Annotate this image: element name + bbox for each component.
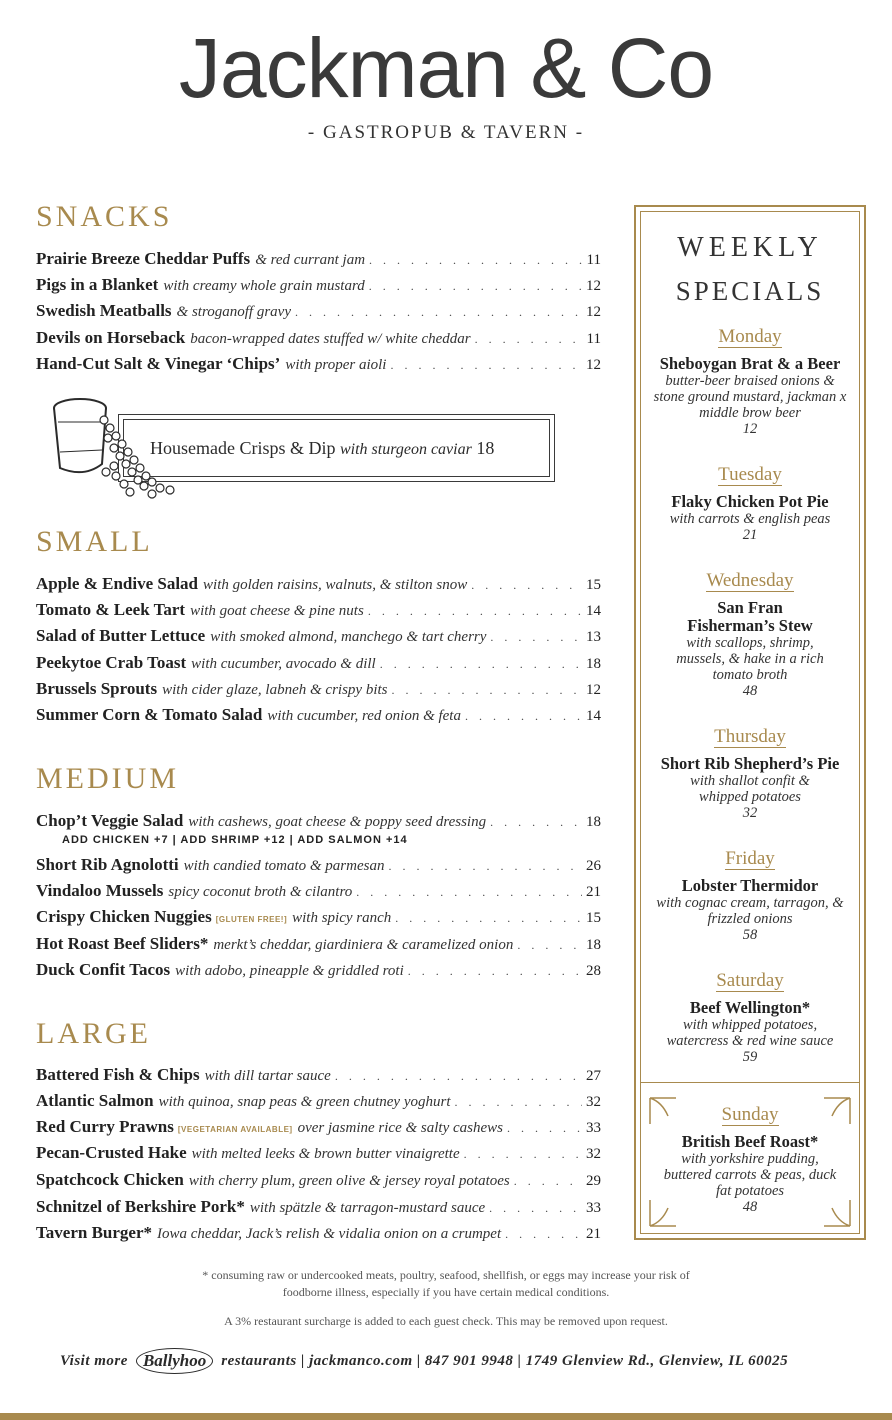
item-price: 32 <box>586 1146 601 1162</box>
special-description: butter-beer braised onions & stone ground mustard, jackman x middle brow beer <box>653 373 847 421</box>
item-price: 14 <box>586 603 601 619</box>
menu-item <box>36 275 601 297</box>
item-price: 12 <box>586 278 601 294</box>
item-description: over jasmine rice & salty cashews <box>297 1120 503 1136</box>
dot-leader <box>490 630 582 645</box>
dot-leader <box>392 683 583 698</box>
item-name: Brussels Sprouts <box>36 679 158 698</box>
menu-item <box>36 600 601 622</box>
special-price: 58 <box>742 927 758 943</box>
section-title-small: SMALL <box>36 525 153 558</box>
item-description: & stroganoff gravy <box>176 304 291 320</box>
disclaimer-line-1: * consuming raw or undercooked meats, poultry, seafood, shellfish, or eggs may increase your risk of <box>202 1268 690 1282</box>
day-name: Monday <box>718 326 782 347</box>
item-name: Red Curry Prawns <box>36 1117 174 1136</box>
special-dish: Lobster Thermidor <box>681 876 819 895</box>
section-title-large: LARGE <box>36 1017 151 1050</box>
item-description: with cider glaze, labneh & crispy bits <box>162 682 388 698</box>
item-name: Salad of Butter Lettuce <box>36 626 206 645</box>
item-price: 11 <box>586 252 601 268</box>
menu-item <box>36 1117 601 1139</box>
item-price: 33 <box>586 1120 601 1136</box>
dot-leader <box>465 709 582 724</box>
item-price: 12 <box>586 304 601 320</box>
dot-leader <box>514 1174 582 1189</box>
item-price: 33 <box>586 1200 601 1216</box>
crisps-item <box>150 438 494 459</box>
menu-item <box>36 1143 601 1165</box>
item-name: Summer Corn & Tomato Salad <box>36 705 263 724</box>
item-price: 18 <box>586 937 601 953</box>
item-description: with candied tomato & parmesan <box>183 858 385 874</box>
bottom-accent-bar <box>0 1413 892 1420</box>
item-description: Iowa cheddar, Jack’s relish & vidalia onion on a crumpet <box>157 1226 502 1242</box>
corner-ornament-icon <box>822 1096 852 1126</box>
item-description: bacon-wrapped dates stuffed w/ white cheddar <box>190 331 471 347</box>
specials-heading-weekly: WEEKLY <box>677 232 823 263</box>
item-price: 18 <box>586 814 601 830</box>
item-price: 18 <box>586 656 601 672</box>
special-saturday <box>640 971 860 1065</box>
item-price: 15 <box>586 577 601 593</box>
day-name: Tuesday <box>718 464 782 485</box>
item-description: with cherry plum, green olive & jersey royal potatoes <box>188 1173 510 1189</box>
item-description: with spätzle & tarragon-mustard sauce <box>249 1200 486 1216</box>
dot-leader <box>356 885 582 900</box>
dot-leader <box>505 1227 582 1242</box>
item-price: 15 <box>586 910 601 926</box>
menu-item <box>36 679 601 701</box>
dot-leader <box>408 964 582 979</box>
special-price: 21 <box>742 527 758 543</box>
menu-item <box>36 574 601 596</box>
dot-leader <box>464 1147 582 1162</box>
footer-contact <box>60 1348 850 1374</box>
protein-addons: ADD CHICKEN +7 | ADD SHRIMP +12 | ADD SALMON +14 <box>62 834 408 846</box>
item-name: Tavern Burger* <box>36 1223 153 1242</box>
dot-leader <box>388 859 582 874</box>
menu-item <box>36 1065 601 1087</box>
tagline: - GASTROPUB & TAVERN - <box>307 122 585 143</box>
special-price: 48 <box>742 1199 758 1215</box>
item-description: & red currant jam <box>255 252 366 268</box>
dietary-tag: [GLUTEN FREE!] <box>215 915 288 924</box>
section-title-snacks: SNACKS <box>36 200 173 233</box>
dot-leader <box>489 1201 582 1216</box>
item-price: 32 <box>586 1094 601 1110</box>
item-name: Housemade Crisps & Dip <box>150 438 336 458</box>
special-dish: Short Rib Shepherd’s Pie <box>660 754 840 773</box>
menu-item <box>36 881 601 903</box>
item-description: with creamy whole grain mustard <box>163 278 365 294</box>
special-description: with yorkshire pudding, buttered carrots & peas, duck fat potatoes <box>663 1151 837 1199</box>
corner-ornament-icon <box>648 1198 678 1228</box>
item-price: 27 <box>586 1068 601 1084</box>
item-name: Devils on Horseback <box>36 328 186 347</box>
item-name: Tomato & Leek Tart <box>36 600 186 619</box>
special-price: 12 <box>742 421 758 437</box>
item-price: 21 <box>586 1226 601 1242</box>
item-name: Crispy Chicken Nuggies <box>36 907 212 926</box>
item-name: Short Rib Agnolotti <box>36 855 179 874</box>
day-name: Friday <box>725 848 775 869</box>
item-name: Prairie Breeze Cheddar Puffs <box>36 249 251 268</box>
item-description: with cashews, goat cheese & poppy seed dressing <box>188 814 487 830</box>
item-description: spicy coconut broth & cilantro <box>168 884 353 900</box>
menu-item <box>36 653 601 675</box>
item-description: with spicy ranch <box>292 910 392 926</box>
item-price: 14 <box>586 708 601 724</box>
item-description: with goat cheese & pine nuts <box>190 603 364 619</box>
menu-item <box>36 301 601 323</box>
specials-divider <box>640 1082 860 1083</box>
special-dish: British Beef Roast* <box>681 1132 819 1151</box>
menu-item <box>36 907 601 929</box>
item-name: Atlantic Salmon <box>36 1091 154 1110</box>
dot-leader <box>369 253 583 268</box>
corner-ornament-icon <box>648 1096 678 1126</box>
item-name: Vindaloo Mussels <box>36 881 164 900</box>
item-name: Hand-Cut Salt & Vinegar ‘Chips’ <box>36 354 281 373</box>
special-dish: San Fran Fisherman’s Stew <box>687 598 813 635</box>
item-price: 12 <box>586 357 601 373</box>
dot-leader <box>455 1095 582 1110</box>
dot-leader <box>335 1069 582 1084</box>
special-dish: Flaky Chicken Pot Pie <box>671 492 829 511</box>
dot-leader <box>475 332 583 347</box>
item-price: 18 <box>476 438 495 458</box>
dot-leader <box>390 358 582 373</box>
item-description: merkt’s cheddar, giardiniera & caramelized onion <box>213 937 514 953</box>
menu-item <box>36 626 601 648</box>
dot-leader <box>517 938 582 953</box>
dot-leader <box>395 911 582 926</box>
item-name: Apple & Endive Salad <box>36 574 199 593</box>
special-description: with cognac cream, tarragon, & frizzled onions <box>656 895 844 927</box>
item-name: Duck Confit Tacos <box>36 960 171 979</box>
menu-item <box>36 249 601 271</box>
dot-leader <box>507 1121 582 1136</box>
item-description: with golden raisins, walnuts, & stilton snow <box>203 577 468 593</box>
dietary-tag: [VEGETARIAN AVAILABLE] <box>177 1125 293 1134</box>
special-price: 59 <box>742 1049 758 1065</box>
surcharge-note: A 3% restaurant surcharge is added to each guest check. This may be removed upon request. <box>224 1314 668 1328</box>
dot-leader <box>471 578 582 593</box>
item-price: 13 <box>586 629 601 645</box>
special-description: with scallops, shrimp, mussels, & hake in a rich tomato broth <box>676 635 824 683</box>
special-price: 48 <box>742 683 758 699</box>
dot-leader <box>490 815 582 830</box>
item-description: with dill tartar sauce <box>204 1068 331 1084</box>
menu-item <box>36 811 601 833</box>
item-name: Pigs in a Blanket <box>36 275 159 294</box>
item-description: with smoked almond, manchego & tart cherry <box>210 629 487 645</box>
item-description: with quinoa, snap peas & green chutney yoghurt <box>158 1094 451 1110</box>
item-price: 11 <box>586 331 601 347</box>
item-name: Chop’t Veggie Salad <box>36 811 184 830</box>
special-price: 32 <box>742 805 758 821</box>
item-price: 29 <box>586 1173 601 1189</box>
special-monday <box>640 327 860 437</box>
item-name: Schnitzel of Berkshire Pork* <box>36 1197 245 1216</box>
menu-item <box>36 1197 601 1219</box>
day-name: Sunday <box>721 1104 779 1125</box>
item-name: Hot Roast Beef Sliders* <box>36 934 209 953</box>
menu-item <box>36 1223 601 1245</box>
menu-item <box>36 354 601 376</box>
special-thursday <box>640 727 860 821</box>
item-price: 21 <box>586 884 601 900</box>
special-description: with carrots & english peas <box>669 511 831 527</box>
menu-item <box>36 1091 601 1113</box>
special-friday <box>640 849 860 943</box>
dot-leader <box>380 657 582 672</box>
special-description: with shallot confit & whipped potatoes <box>690 773 810 805</box>
dot-leader <box>295 305 582 320</box>
contact-line: restaurants | jackmanco.com | 847 901 9948 | 1749 Glenview Rd., Glenview, IL 60025 <box>221 1352 789 1369</box>
item-price: 12 <box>586 682 601 698</box>
menu-item <box>36 328 601 350</box>
dot-leader <box>368 604 582 619</box>
dot-leader <box>369 279 582 294</box>
item-description: with melted leeks & brown butter vinaigrette <box>191 1146 460 1162</box>
day-name: Wednesday <box>706 570 794 591</box>
menu-item <box>36 855 601 877</box>
special-dish: Sheboygan Brat & a Beer <box>659 354 841 373</box>
special-wednesday <box>640 571 860 699</box>
menu-item <box>36 960 601 982</box>
menu-item <box>36 934 601 956</box>
section-title-medium: MEDIUM <box>36 762 179 795</box>
special-description: with whipped potatoes, watercress & red wine sauce <box>666 1017 834 1049</box>
special-tuesday <box>640 465 860 543</box>
item-price: 26 <box>586 858 601 874</box>
corner-ornament-icon <box>822 1198 852 1228</box>
item-name: Battered Fish & Chips <box>36 1065 200 1084</box>
item-name: Spatchcock Chicken <box>36 1170 184 1189</box>
restaurant-logo: Jackman & Co <box>178 21 714 115</box>
ballyhoo-logo[interactable]: Ballyhoo <box>136 1348 213 1374</box>
day-name: Thursday <box>714 726 786 747</box>
item-name: Pecan-Crusted Hake <box>36 1143 187 1162</box>
visit-more-text: Visit more <box>60 1352 128 1369</box>
item-description: with cucumber, red onion & feta <box>267 708 461 724</box>
item-description: with cucumber, avocado & dill <box>191 656 376 672</box>
item-description: with sturgeon caviar <box>339 441 472 458</box>
item-description: with proper aioli <box>285 357 387 373</box>
special-dish: Beef Wellington* <box>689 998 811 1017</box>
disclaimer-line-2: foodborne illness, especially if you have certain medical conditions. <box>282 1285 610 1299</box>
menu-item <box>36 1170 601 1192</box>
specials-heading-specials: SPECIALS <box>675 276 825 306</box>
day-name: Saturday <box>716 970 784 991</box>
item-name: Swedish Meatballs <box>36 301 172 320</box>
menu-item <box>36 705 601 727</box>
item-price: 28 <box>586 963 601 979</box>
item-name: Peekytoe Crab Toast <box>36 653 187 672</box>
item-description: with adobo, pineapple & griddled roti <box>175 963 404 979</box>
